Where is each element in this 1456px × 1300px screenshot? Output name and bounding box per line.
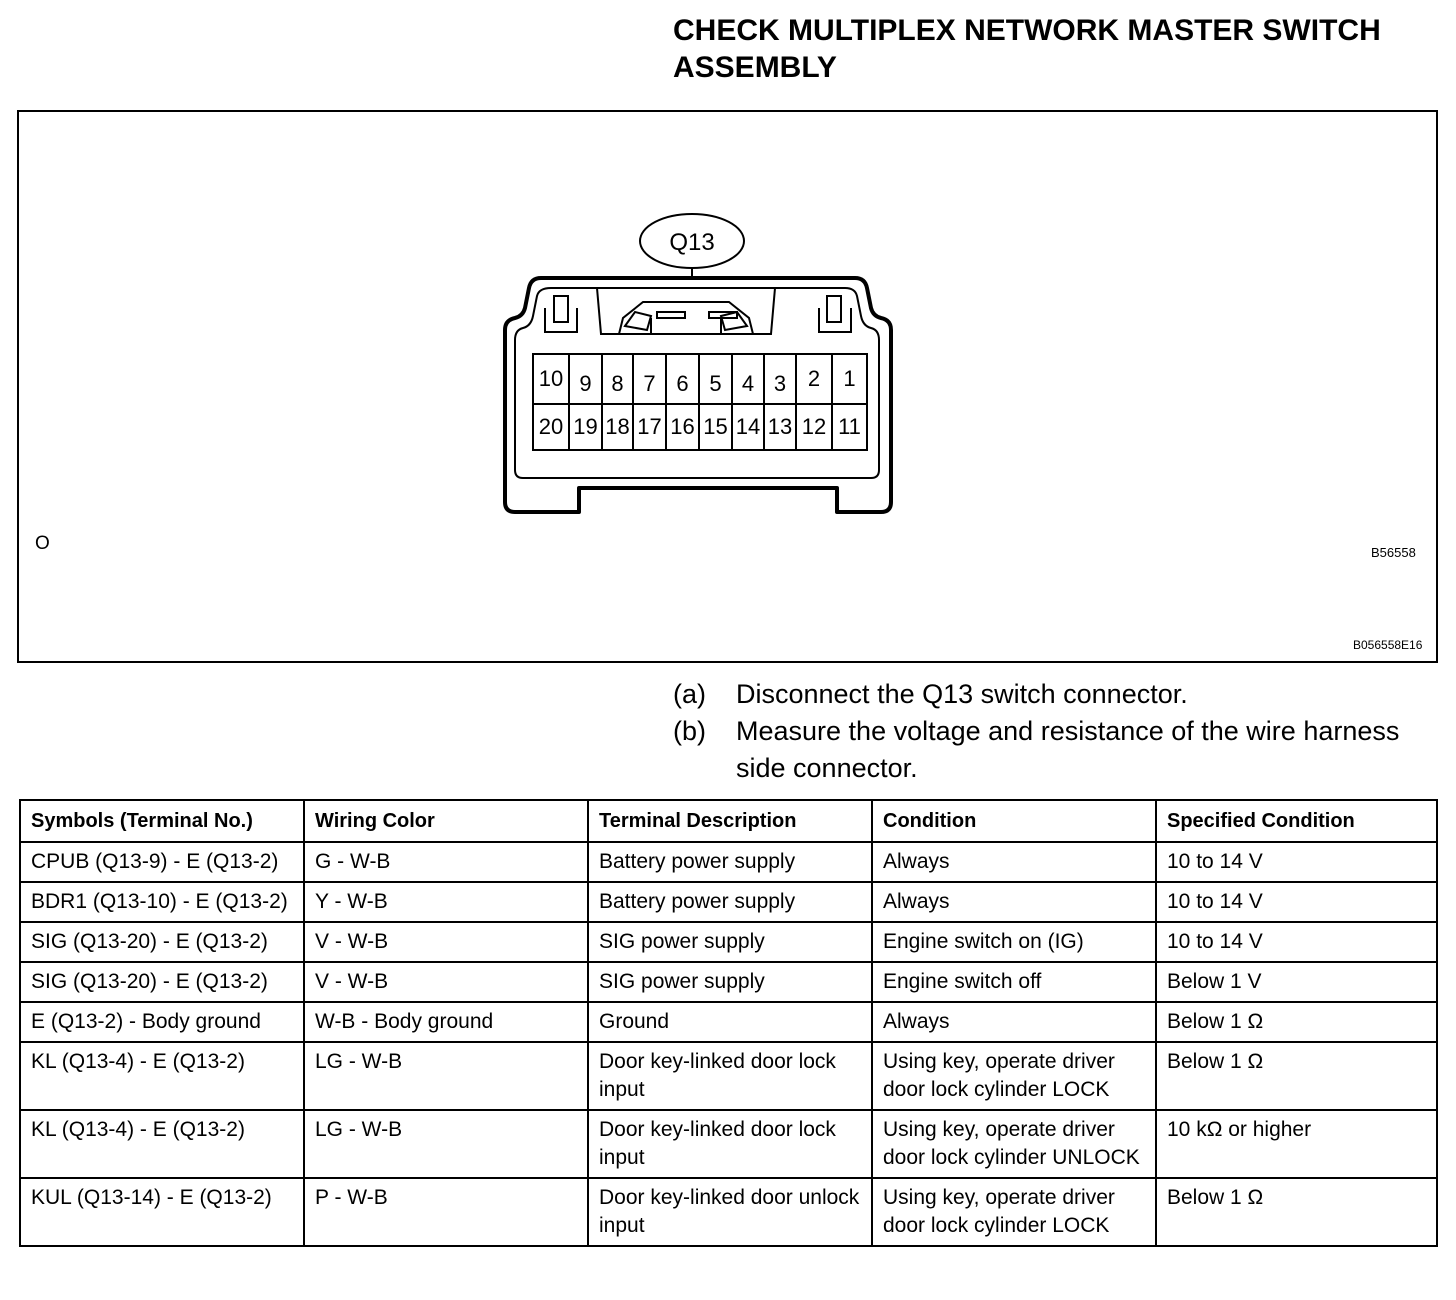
- table-row: [20, 1110, 1437, 1178]
- table-cell: 10 to 14 V: [1156, 922, 1437, 962]
- table-cell: Y - W-B: [304, 882, 588, 922]
- table-cell: V - W-B: [304, 922, 588, 962]
- table-cell: G - W-B: [304, 842, 588, 882]
- table-cell: LG - W-B: [304, 1042, 588, 1110]
- table-cell: Always: [872, 842, 1156, 882]
- column-header: Wiring Color: [304, 800, 588, 842]
- table-header-row: [20, 800, 1437, 842]
- connector-label: Q13: [669, 229, 715, 256]
- table-row: [20, 962, 1437, 1002]
- pin-number: 13: [767, 414, 793, 439]
- table-cell: LG - W-B: [304, 1110, 588, 1178]
- table-cell: Door key-linked door lock input: [588, 1110, 872, 1178]
- table-row: [20, 842, 1437, 882]
- table-cell: KL (Q13-4) - E (Q13-2): [20, 1042, 304, 1110]
- table-cell: SIG power supply: [588, 922, 872, 962]
- page-title: CHECK MULTIPLEX NETWORK MASTER SWITCH ASSEMBLY: [673, 14, 1381, 84]
- pin-number: 17: [637, 414, 662, 439]
- specification-table: [19, 799, 1438, 1247]
- instruction-text: Measure the voltage and resistance of the wire harness side connector.: [736, 716, 1400, 783]
- pin-number: 6: [676, 371, 689, 396]
- table-cell: Door key-linked door unlock input: [588, 1178, 872, 1246]
- pin-number: 9: [579, 371, 592, 396]
- table-cell: Below 1 V: [1156, 962, 1437, 1002]
- pin-number: 8: [611, 371, 624, 396]
- pin-number: 5: [709, 371, 722, 396]
- column-header: Terminal Description: [588, 800, 872, 842]
- pin-number: 15: [703, 414, 728, 439]
- table-cell: Ground: [588, 1002, 872, 1042]
- table-cell: Using key, operate driver door lock cylinder LOCK: [872, 1042, 1156, 1110]
- table-cell: SIG (Q13-20) - E (Q13-2): [20, 922, 304, 962]
- table-cell: KL (Q13-4) - E (Q13-2): [20, 1110, 304, 1178]
- table-row: [20, 1002, 1437, 1042]
- table-cell: Always: [872, 1002, 1156, 1042]
- pin-number: 11: [838, 414, 861, 439]
- table-row: [20, 1178, 1437, 1246]
- table-row: [20, 922, 1437, 962]
- column-header: Condition: [872, 800, 1156, 842]
- table-cell: Battery power supply: [588, 842, 872, 882]
- instruction-text: Disconnect the Q13 switch connector.: [736, 679, 1188, 709]
- table-cell: Below 1 Ω: [1156, 1178, 1437, 1246]
- table-cell: Using key, operate driver door lock cylinder LOCK: [872, 1178, 1156, 1246]
- table-cell: Below 1 Ω: [1156, 1002, 1437, 1042]
- corner-mark: O: [35, 533, 50, 554]
- pin-number: 4: [741, 371, 755, 396]
- column-header: Symbols (Terminal No.): [20, 800, 304, 842]
- table-cell: 10 kΩ or higher: [1156, 1110, 1437, 1178]
- table-cell: CPUB (Q13-9) - E (Q13-2): [20, 842, 304, 882]
- pin-number: 7: [643, 371, 656, 396]
- pin-number: 1: [843, 366, 856, 391]
- table-cell: SIG (Q13-20) - E (Q13-2): [20, 962, 304, 1002]
- table-cell: Battery power supply: [588, 882, 872, 922]
- pin-number: 19: [573, 414, 598, 439]
- instruction-a: [673, 676, 1433, 713]
- connector-figure: [17, 110, 1438, 663]
- pin-number: 12: [801, 414, 827, 439]
- figure-code-corner: B056558E16: [1353, 638, 1423, 652]
- table-cell: W-B - Body ground: [304, 1002, 588, 1042]
- figure-code: B56558: [1371, 545, 1416, 560]
- table-cell: Using key, operate driver door lock cylinder UNLOCK: [872, 1110, 1156, 1178]
- instruction-letter: (a): [673, 679, 706, 709]
- pin-cells: [533, 354, 867, 450]
- table-cell: P - W-B: [304, 1178, 588, 1246]
- pin-number: 3: [773, 371, 787, 396]
- table-cell: SIG power supply: [588, 962, 872, 1002]
- instruction-b: [673, 713, 1433, 787]
- table-row: [20, 882, 1437, 922]
- instructions: [673, 676, 1433, 787]
- table-cell: V - W-B: [304, 962, 588, 1002]
- pin-number: 16: [670, 414, 695, 439]
- connector-diagram: [19, 112, 1436, 661]
- table-cell: 10 to 14 V: [1156, 882, 1437, 922]
- table-cell: Engine switch on (IG): [872, 922, 1156, 962]
- table-cell: 10 to 14 V: [1156, 842, 1437, 882]
- pin-number: 10: [538, 366, 564, 391]
- table-cell: BDR1 (Q13-10) - E (Q13-2): [20, 882, 304, 922]
- table-row: [20, 1042, 1437, 1110]
- table-cell: E (Q13-2) - Body ground: [20, 1002, 304, 1042]
- table-cell: Below 1 Ω: [1156, 1042, 1437, 1110]
- table-cell: KUL (Q13-14) - E (Q13-2): [20, 1178, 304, 1246]
- pin-number: 18: [605, 414, 630, 439]
- table-cell: Engine switch off: [872, 962, 1156, 1002]
- table-cell: Door key-linked door lock input: [588, 1042, 872, 1110]
- pin-number: 20: [538, 414, 564, 439]
- instruction-letter: (b): [673, 716, 706, 746]
- table-cell: Always: [872, 882, 1156, 922]
- pin-number: 14: [735, 414, 761, 439]
- column-header: Specified Condition: [1156, 800, 1437, 842]
- pin-number: 2: [807, 366, 821, 391]
